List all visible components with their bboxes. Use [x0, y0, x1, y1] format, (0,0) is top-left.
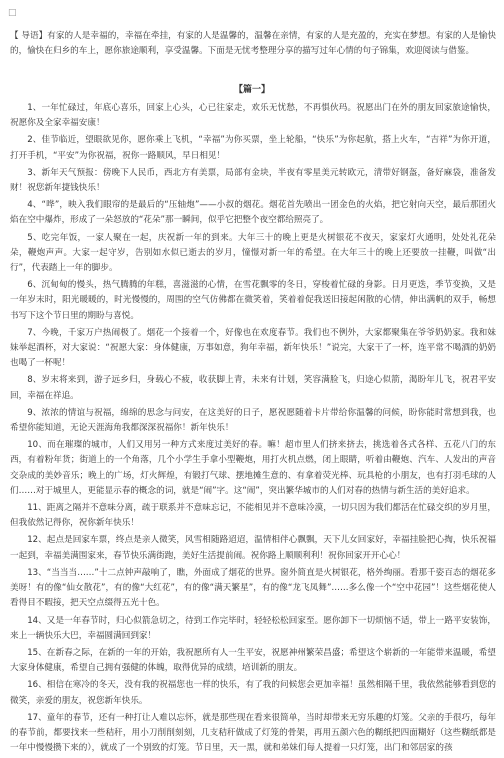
marker-glyph: □	[8, 8, 17, 18]
paragraph: 17、童年的春节，还有一种打让人难以忘怀，就是那些现在看来很简单，当时却带来无穷乐趣的灯笼。父亲的手很巧，每年的春节前，都要找来一些秸秆，用小刀削削刻刻，几支秸秆做成了灯笼的骨架，再用五颜六色的糊纸把四面糊好（这些糊纸都是一年中慢慢攒下来的），就成了一个别致的灯笼。节日里，天一黑，就和弟妹们每人提着一只灯笼，出门和邻居家的孩	[10, 712, 496, 754]
paragraph: 7、今晚，千家万户热闹极了。烟花一个接着一个，好像也在欢度春节。我们也不例外，大家都聚集在爷爷奶奶家。我和妹妹举起酒杯，对大家说：“祝愿大家：身体健康，万事如意，狗年幸福，新年快乐！”说完，大家干了一杯，连平常不喝酒的奶奶也喝了一杯呢！	[10, 327, 496, 369]
paragraph: 12、起点是回家车票，终点是亲人微笑，风雪相随路迢迢，温情相伴心飘飘，天下儿女回家好，幸福挂脸把心掏，快乐祝福一起到，幸福美满围家来，春节快乐满街跑，美好生活提前闹。祝你路上顺顺利利！祝你回家开开心心！	[10, 535, 496, 561]
paragraph: 1、一年忙碌过，年底心喜乐，回家上心头，心已往家走，欢乐无忧愁，不再惧伙玛。祝愿出门在外的朋友回家旅途愉快，祝愿你及全家幸福安康！	[10, 103, 496, 129]
paragraph: 9、浓浓的情谊与祝福，绵绵的思念与问安，在这美好的日子，愿祝愿随着卡片带给你温馨的问候，盼你能时常想到我，也希望你能知道，无论天涯海角我都深深祝福你！新年快乐！	[10, 407, 496, 434]
paragraph: 5、吃完年饭，一家人聚在一起，庆祝新一年的到来。大年三十的晚上更是火树银花不夜天，家家灯火通明，处处礼花朵朵，鞭炮声声。大家一起守岁，告别如水似已逝去的岁月，憧憬对新一年的希望。在大年三十的晚上还要放一挂鞭，叫做“出行”，代表踏上一年的脚步。	[10, 232, 496, 274]
paragraph-list	[10, 101, 496, 758]
section-title: 【篇一】	[233, 85, 270, 95]
paragraph: 10、而在璀璨的城市，人们又用另一种方式来度过美好的春。嘛！超市里人们挤来挤去，挑选着各式各样、五花八门的东西，有着粉年货；街道上的一个角落，几个小学生手拿小型鞭炮，用打火机点燃，闭上眼睛，听着由鞭炮、汽车、人发出的声音交杂成的美妙音乐；晚上的广场，灯火辉煌，有锻打气球、摆地摊生意的、有拿着荧光棒、玩具枪的小朋友，也有打羽毛球的人们……对于城里人，更能显示春的概念的词，就是“闹”字。这“闹”，突出繁华城市的人们对春的热情与新生活的美好追求。	[10, 440, 496, 496]
paragraph: 8、岁末将来到，游子远乡归，身载心不疲，收获脚上青，未来有计划，笑容满脸飞，归途心似箭，渴盼年儿飞，祝君平安回，幸福在祥追。	[10, 375, 496, 401]
paragraph: 3、新年天气预报：傍晚下人民币，西北方有美票，局部有金块，半夜有零星美元转欧元，清带好钢盔，备好麻袋，准备发财！祝您新年捷钱快乐！	[10, 167, 496, 194]
paragraph: 11、距离之隔并不意味分离，疏于联系并不意味忘记，不能相见并不意味冷漠，一切只因为我们都活在忙碌交织的岁月里，但我依然记得你，祝你新年快乐！	[10, 503, 496, 529]
paragraph: 15、在新春之际，在新的一年的开始，我祝愿所有人一生平安，祝愿神州繁荣昌盛；希望这个崭新的一年能带来温暖，希望大家身体健康，希望自己拥有强健的体魄，取得优异的成绩，培训新的朋友。	[10, 647, 496, 674]
paragraph: 14、又是一年春节时，归心似箭急切之，待到工作完毕时，轻轻松松回家至。愿你卸下一切烦恼不适，带上一路平安装饰，来上一辆快乐大巴，幸福圆满回到家！	[10, 615, 496, 641]
intro-paragraph: 【 导语】有家的人是幸福的，幸福在牵挂，有家的人是温馨的，温馨在亲情，有家的人是充盈的，充实在梦想。有家的人是愉快的，愉快在归乡的车上，愿你旅途顺利，享受温馨。下面是无忧考整理分享的描写过年心情的句子锦集，欢迎阅读与借鉴。	[10, 31, 496, 56]
paragraph: 4、“哗”，映入我们眼帘的是最后的“压轴炮”——小叔的烟花。烟花首先喷出一团金色的火焰，把它射向天空，最后那团火焰在空中爆炸，形成了一朵怒放的“花朵”那一瞬间，似乎它把整个夜空都给照亮了。	[10, 200, 496, 226]
paragraph: 13、“当当当……”十二点钟声敲响了，瞧，外面成了烟花的世界。窗外简直是火树银花，格外绚丽。看那千姿百态的烟花多美呀！有的像“仙女散花”，有的像“大红花”，有的像“满天繁星”，有的像“龙飞凤舞”……多么像一个“空中花园”！这些烟花使人看得目不暇接，把天空点缀得五光十色。	[10, 567, 496, 609]
paragraph: 6、沉甸甸的慢头，热气腾腾的年糕，喜滋滋的心情，在雪花飘零的冬日，穿梭着忙碌的身影。日月更迭，季节变换，又是一年岁末时，阳光暖暖的，时光慢慢的，周围的空气仿佛都在微笑着，笑着着促我送旧接起闲散的心情，伸出满帆的双手，畅想书写下这个节日里的期盼与喜悦。	[10, 280, 496, 321]
paragraph: 2、佳节临近，望眼欲见你，愿你乘上飞机，“幸福”为你买票，坐上轮船，“快乐”为你起航，搭上火车，“吉祥”为你开道，打开手机，“平安”为你祝福，祝你一路顺风，早日相见！	[10, 135, 496, 161]
paragraph: 16、相信在寒冷的冬天，没有我的祝福您也一样的快乐，有了我的问候您会更加幸福！虽然相隔千里，我依然能够看到您的微笑，亲爱的朋友，祝您新年快乐。	[10, 680, 496, 706]
